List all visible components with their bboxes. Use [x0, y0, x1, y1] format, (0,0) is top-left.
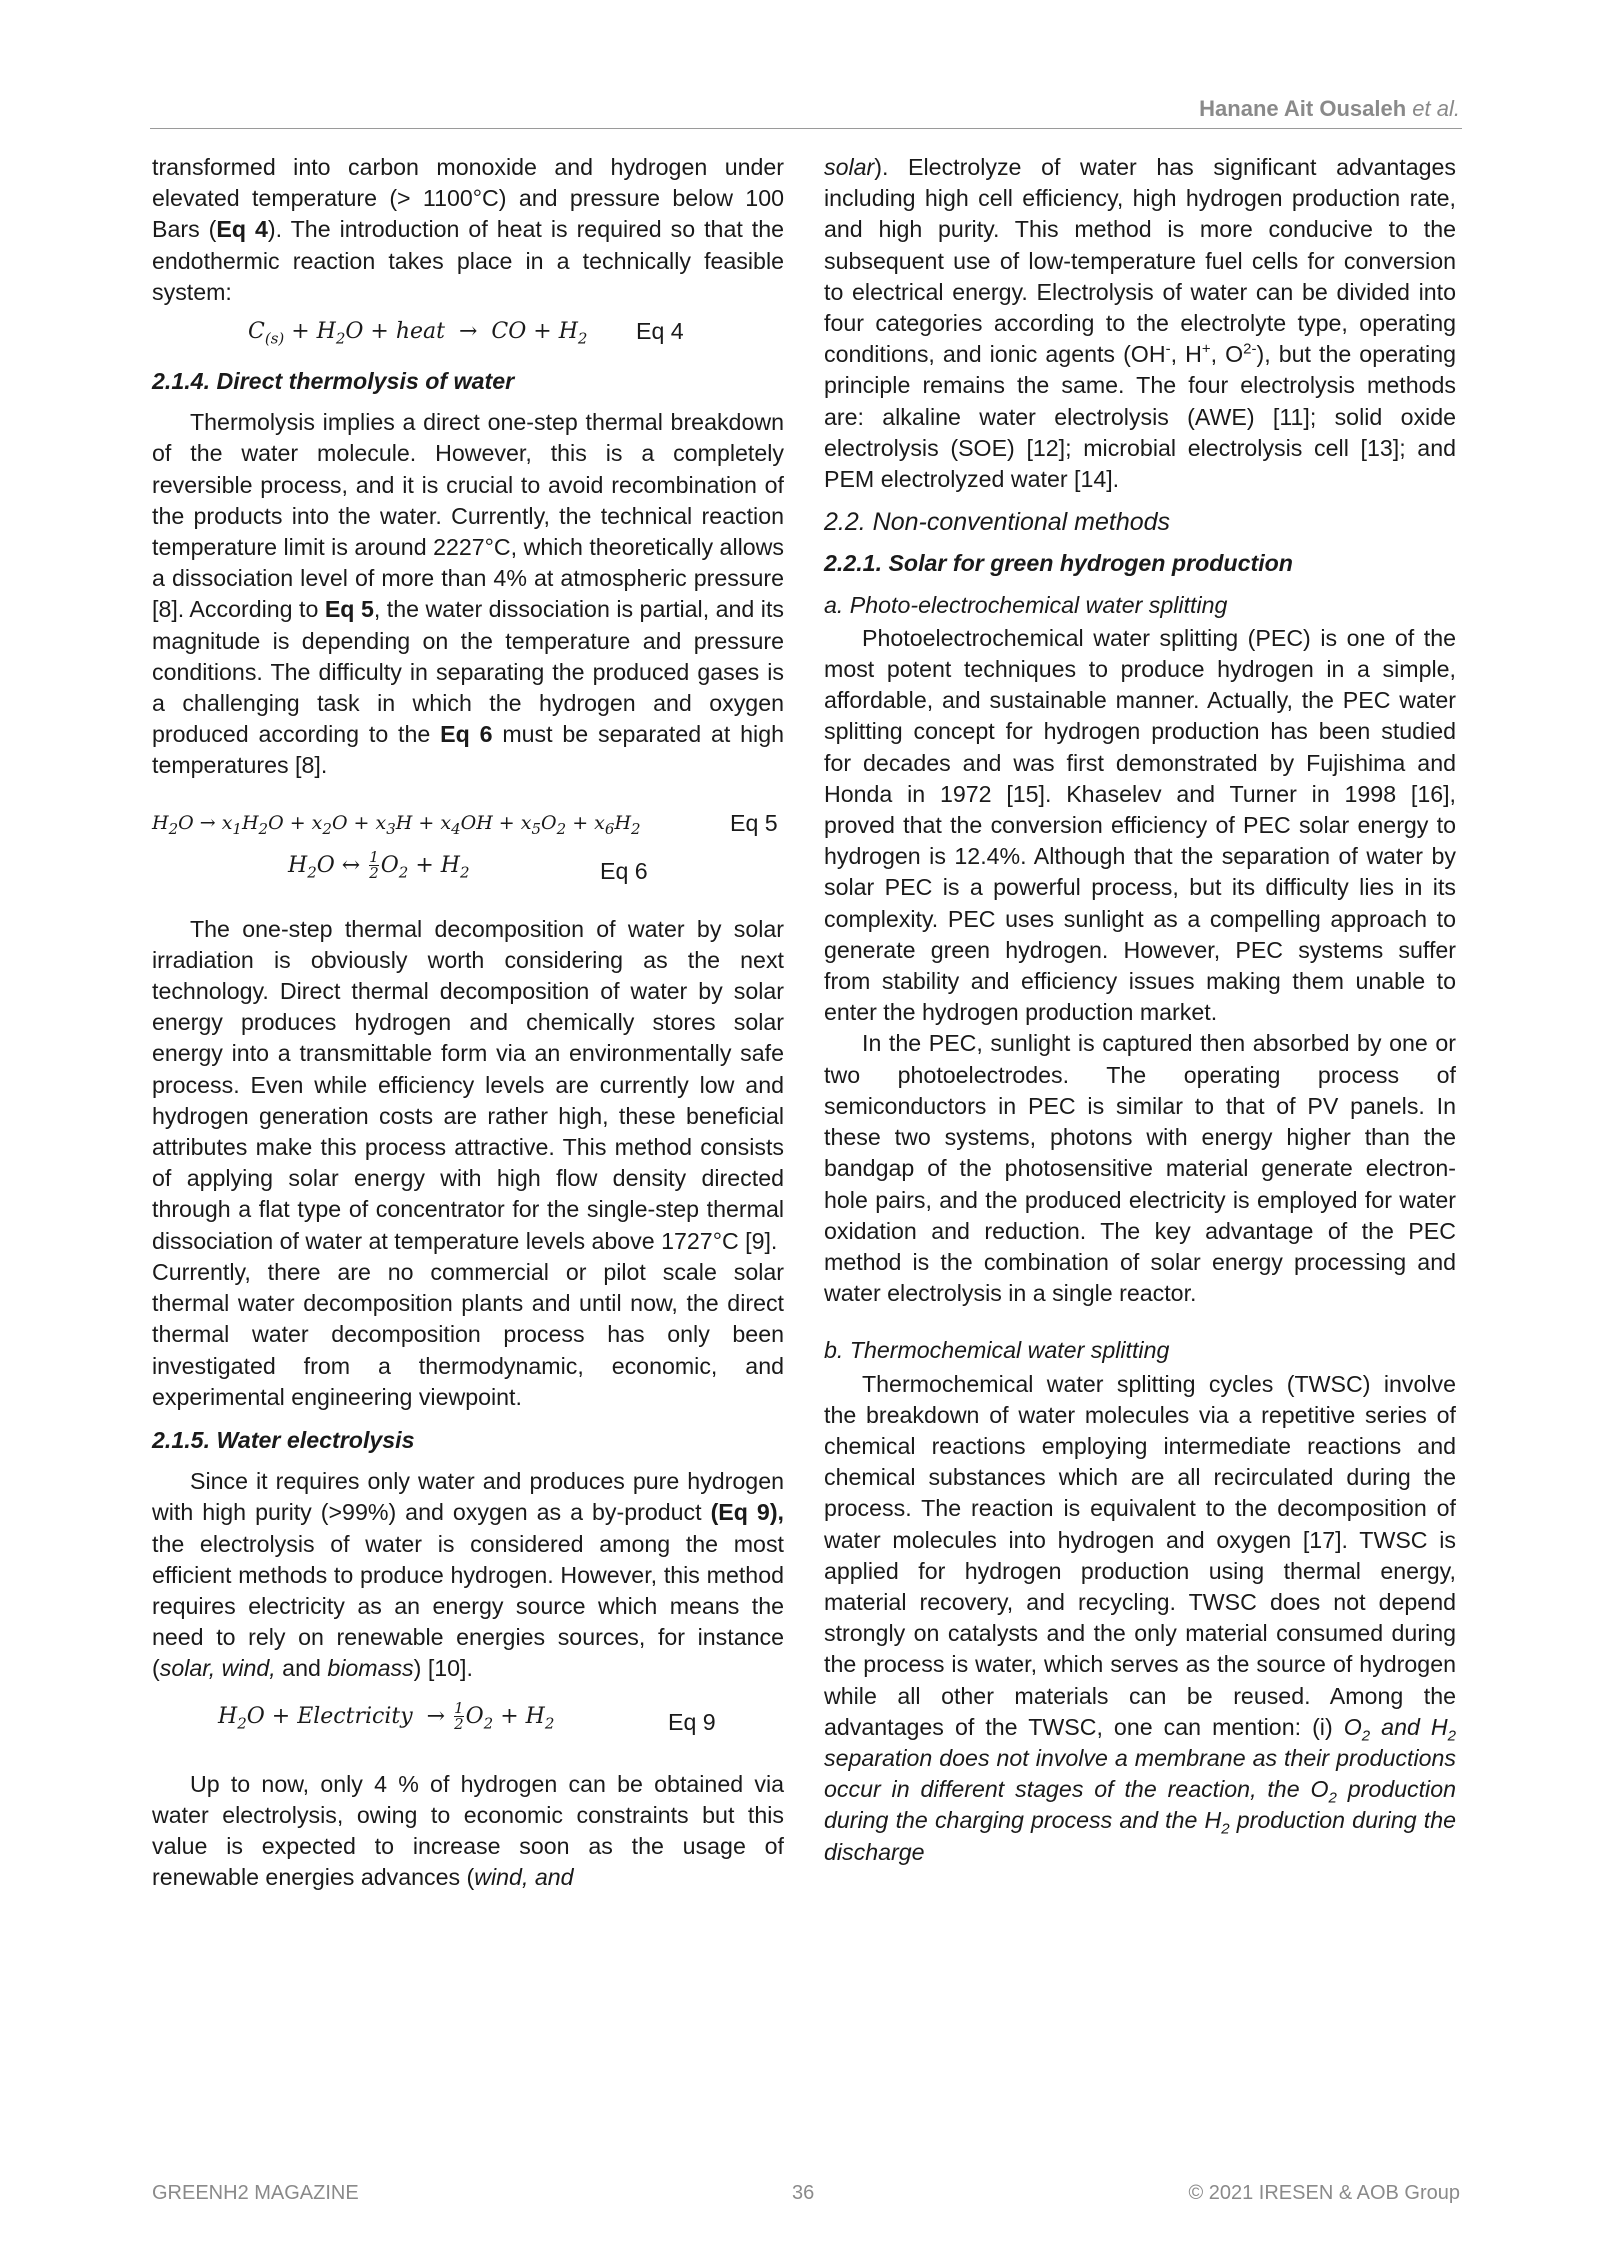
paragraph: Currently, there are no commercial or pilot scale solar thermal water decomposition plants and until now, the direct thermal water decomposition process has only been investigated from a thermodynamic, economic, and experimental engineering viewpoint.: [152, 1258, 784, 1410]
right-column: [824, 152, 1456, 1868]
page-number: 36: [792, 2182, 815, 2204]
footer-copyright: © 2021 IRESEN & AOB Group: [1188, 2182, 1460, 2204]
equation-4: [152, 308, 784, 358]
paragraph: solar). Electrolyze of water has significant advantages including high cell efficiency, high hydrogen production rate, and high purity. This method is more conducive to the subsequent use of low-temperature fuel cells for conversion to electrical energy. Electrolysis of water can be divided into four categories according to the electrolyte type, operating conditions, and ionic agents (OH-, H+, $O^{2-}$), but the operating principle remains the same. The four electrolysis methods are: alkaline water electrolysis (AWE) [11]; solid oxide electrolysis (SOE) [12]; microbial electrolysis cell [13]; and PEM electrolyzed water [14].: [824, 154, 1456, 493]
equation-expression: $H_2O \to x_1H_2O + x_2O + x_3H + x_4OH + x_5O_2 + x_6H_2$: [152, 811, 641, 838]
paragraph: Photoelectrochemical water splitting (PEC) is one of the most potent techniques to produce hydrogen in a simple, affordable, and sustainable manner. Actually, the PEC water splitting concept for hydrogen production has been studied for decades and was first demonstrated by Fujishima and Honda in 1972 [15]. Khaselev and Turner in 1998 [16], proved that the conversion efficiency of PEC solar energy to hydrogen is 12.4%. Although that the separation of water by solar PEC is a powerful process, but its difficulty lies in its complexity. PEC uses sunlight as a compelling approach to generate green hydrogen. However, PEC systems suffer from stability and efficiency issues making them unable to enter the hydrogen production market.: [824, 624, 1456, 1026]
equation-label: Eq 6: [600, 857, 648, 884]
paragraph: Since it requires only water and produces pure hydrogen with high purity (>99%) and oxygen as a by-product (Eq 9), the electrolysis of water is considered among the most efficient methods to produce hydrogen. However, this method requires electricity as an energy source which means the need to rely on renewable energies sources, for instance (solar, wind, and biomass) [10].: [152, 1468, 784, 1682]
subsection-heading: b. Thermochemical water splitting: [824, 1337, 1170, 1364]
section-heading: 2.2. Non-conventional methods: [824, 508, 1171, 537]
equation-label: Eq 4: [636, 318, 684, 345]
paragraph: transformed into carbon monoxide and hydrogen under elevated temperature (> 1100°C) and pressure below 100 Bars (Eq 4). The introduction of heat is required so that the endothermic reaction takes place in a technically feasible system:: [152, 154, 785, 305]
paragraph: In the PEC, sunlight is captured then absorbed by one or two photoelectrodes. The operating process of semiconductors in PEC is similar to that of PV panels. In these two systems, photons with energy higher than the bandgap of the photosensitive material generate electron-hole pairs, and the produced electricity is employed for water oxidation and reduction. The key advantage of the PEC method is the combination of solar energy processing and water electrolysis in a single reactor.: [824, 1030, 1456, 1307]
equation-label: Eq 9: [668, 1708, 716, 1735]
section-heading: 2.2.1. Solar for green hydrogen production: [824, 550, 1293, 577]
equation-expression: $H_2O$ + Electricity → $\frac{1}{2}$ $O_2 + H_2$: [218, 1699, 555, 1734]
header-author: [1199, 96, 1460, 122]
equation-expression: $C_{(s)} + H_2O$ + heat → CO + $H_2$: [248, 319, 588, 348]
paragraph: Thermolysis implies a direct one-step thermal breakdown of the water molecule. However, this is a completely reversible process, and it is crucial to avoid recombination of the products into the water. Currently, the technical reaction temperature limit is around 2227°C, which theoretically allows a dissociation level of more than 4% at atmospheric pressure [8]. According to Eq 5, the water dissociation is partial, and its magnitude is depending on the temperature and pressure conditions. The difficulty in separating the produced gases is a challenging task in which the hydrogen and oxygen produced according to the Eq 6 must be separated at high temperatures [8].: [152, 409, 785, 779]
author-name: Hanane Ait Ousaleh: [1199, 96, 1407, 121]
section-heading: 2.1.4. Direct thermolysis of water: [152, 368, 515, 395]
section-heading: 2.1.5. Water electrolysis: [152, 1426, 415, 1453]
equation-5: [152, 800, 784, 850]
equation-6: [152, 850, 784, 900]
equation-label: Eq 5: [730, 809, 778, 836]
paragraph: Thermochemical water splitting cycles (TWSC) involve the breakdown of water molecules via a repetitive series of chemical reactions employing intermediate reactions and chemical substances which are all recirculated during the process. The reaction is equivalent to the decomposition of water molecules into hydrogen and oxygen [17]. TWSC is applied for hydrogen production using thermal energy, material recovery, and recycling. TWSC does not depend strongly on catalysts and the only material consumed during the process is water, which serves as the source of hydrogen while all other materials can be reused. Among the advantages of the TWSC, one can mention: (i) $O_2$ and $H_2$ separation does not involve a membrane as their productions occur in different stages of the reaction, the $O_2$ production during the charging process and the $H_2$ production during the discharge: [824, 1370, 1456, 1865]
author-etal: et al.: [1412, 96, 1460, 121]
equation-9: [152, 1697, 784, 1755]
footer-magazine: GREENH2 MAGAZINE: [152, 2182, 359, 2204]
paragraph: The one-step thermal decomposition of water by solar irradiation is obviously worth considering as the next technology. Direct thermal decomposition of water by solar energy produces hydrogen and chemically stores solar energy into a transmittable form via an environmentally safe process. Even while efficiency levels are currently low and hydrogen generation costs are rather high, these beneficial attributes make this process attractive. This method consists of applying solar energy with high flow density directed through a flat type of concentrator for the single-step thermal dissociation of water at temperature levels above 1727°C [9].: [152, 915, 784, 1254]
header-rule: [150, 128, 1462, 129]
paragraph: Up to now, only 4 % of hydrogen can be obtained via water electrolysis, owing to economic constraints but this value is expected to increase soon as the usage of renewable energies advances (wind, and: [152, 1770, 784, 1891]
left-column: [152, 152, 784, 1893]
subsection-heading: a. Photo-electrochemical water splitting: [824, 591, 1228, 618]
equation-expression: $H_2O$ ↔ $\frac{1}{2}$ $O_2 + H_2$: [288, 848, 470, 883]
